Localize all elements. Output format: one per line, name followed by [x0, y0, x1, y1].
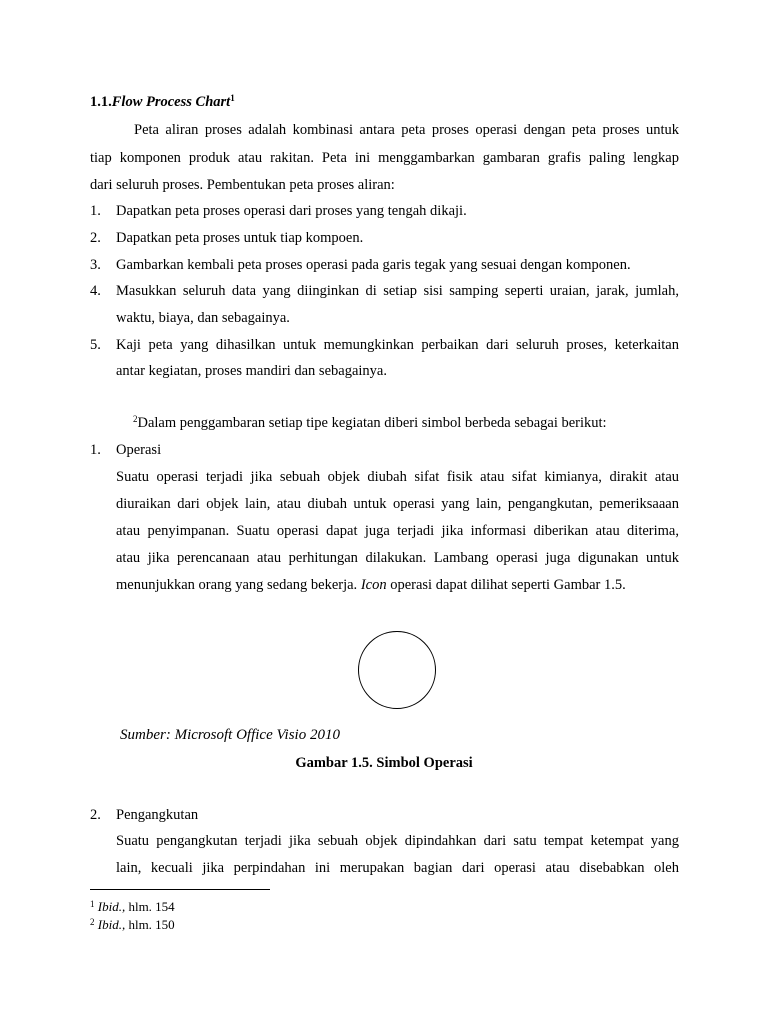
operasi-icon-word: Icon	[360, 577, 387, 593]
section-title: Flow Process Chart	[111, 94, 231, 110]
footnote	[90, 896, 175, 915]
step-text-cont: antar kegiatan, proses mandiri dan sebagainya.	[116, 363, 387, 379]
section-heading	[90, 93, 235, 111]
pengangkutan-heading: Pengangkutan	[116, 807, 199, 823]
footnote-number: 1	[90, 899, 95, 909]
step-number: 2.	[90, 230, 101, 246]
step-text: Kaji peta yang dihasilkan untuk memungkinkan perbaikan dari seluruh proses, keterkaitan	[116, 337, 679, 353]
step-number: 1.	[90, 203, 101, 219]
operasi-line: Suatu operasi terjadi jika sebuah objek diubah sifat fisik atau sifat kimianya, dirakit atau	[116, 469, 679, 485]
operasi-line: atau penyimpanan. Suatu operasi dapat juga terjadi jika informasi diberikan atau diterima,	[116, 523, 679, 539]
step-number: 5.	[90, 337, 101, 353]
step-text-cont: waktu, biaya, dan sebagainya.	[116, 310, 290, 326]
operation-symbol-circle-icon	[358, 631, 436, 709]
symbols-intro	[133, 414, 607, 432]
section-footnote-ref: 1	[230, 93, 235, 103]
item-number: 2.	[90, 807, 101, 823]
item-number: 1.	[90, 442, 101, 458]
operasi-text: operasi dapat dilihat seperti Gambar 1.5.	[386, 577, 626, 593]
footnote-source: Ibid.,	[97, 899, 126, 914]
footnote-separator	[90, 889, 270, 890]
footnote-page: hlm. 154	[125, 899, 175, 914]
operasi-line: atau jika perencanaan atau perhitungan dilakukan. Lambang operasi juga digunakan untuk	[116, 550, 679, 566]
symbols-intro-text: Dalam penggambaran setiap tipe kegiatan diberi simbol berbeda sebagai berikut:	[137, 415, 607, 431]
pengangkutan-line: Suatu pengangkutan terjadi jika sebuah objek dipindahkan dari satu tempat ketempat yang	[116, 833, 679, 849]
footnote-source: Ibid.,	[97, 917, 126, 932]
figure-caption: Gambar 1.5. Simbol Operasi	[295, 755, 473, 771]
operasi-last-line	[116, 576, 626, 594]
step-text: Gambarkan kembali peta proses operasi pada garis tegak yang sesuai dengan komponen.	[116, 257, 631, 273]
step-number: 4.	[90, 283, 101, 299]
figure-source: Sumber: Microsoft Office Visio 2010	[120, 727, 340, 743]
step-number: 3.	[90, 257, 101, 273]
step-text: Dapatkan peta proses untuk tiap kompoen.	[116, 230, 364, 246]
operasi-line: diuraikan dari objek lain, atau diubah untuk operasi yang lain, pengangkutan, pemeriksaaan	[116, 496, 679, 512]
pengangkutan-line: lain, kecuali jika perpindahan ini merupakan bagian dari operasi atau disebabkan oleh	[116, 860, 679, 876]
intro-line-3: dari seluruh proses. Pembentukan peta proses aliran:	[90, 177, 395, 193]
footnote-number: 2	[90, 917, 95, 927]
section-number: 1.1.	[90, 94, 112, 110]
intro-line-1: Peta aliran proses adalah kombinasi antara peta proses operasi dengan peta proses untuk	[134, 122, 679, 138]
footnote	[90, 914, 175, 933]
footnote-page: hlm. 150	[125, 917, 175, 932]
step-text: Masukkan seluruh data yang diinginkan di setiap sisi samping seperti uraian, jarak, jumlah,	[116, 283, 679, 299]
operasi-heading: Operasi	[116, 442, 162, 458]
operasi-text: menunjukkan orang yang sedang bekerja.	[116, 577, 361, 593]
intro-line-2: tiap komponen produk atau rakitan. Peta ini menggambarkan gambaran grafis paling lengkap	[90, 150, 679, 166]
symbols-footnote-ref: 2	[133, 414, 138, 424]
step-text: Dapatkan peta proses operasi dari proses yang tengah dikaji.	[116, 203, 467, 219]
